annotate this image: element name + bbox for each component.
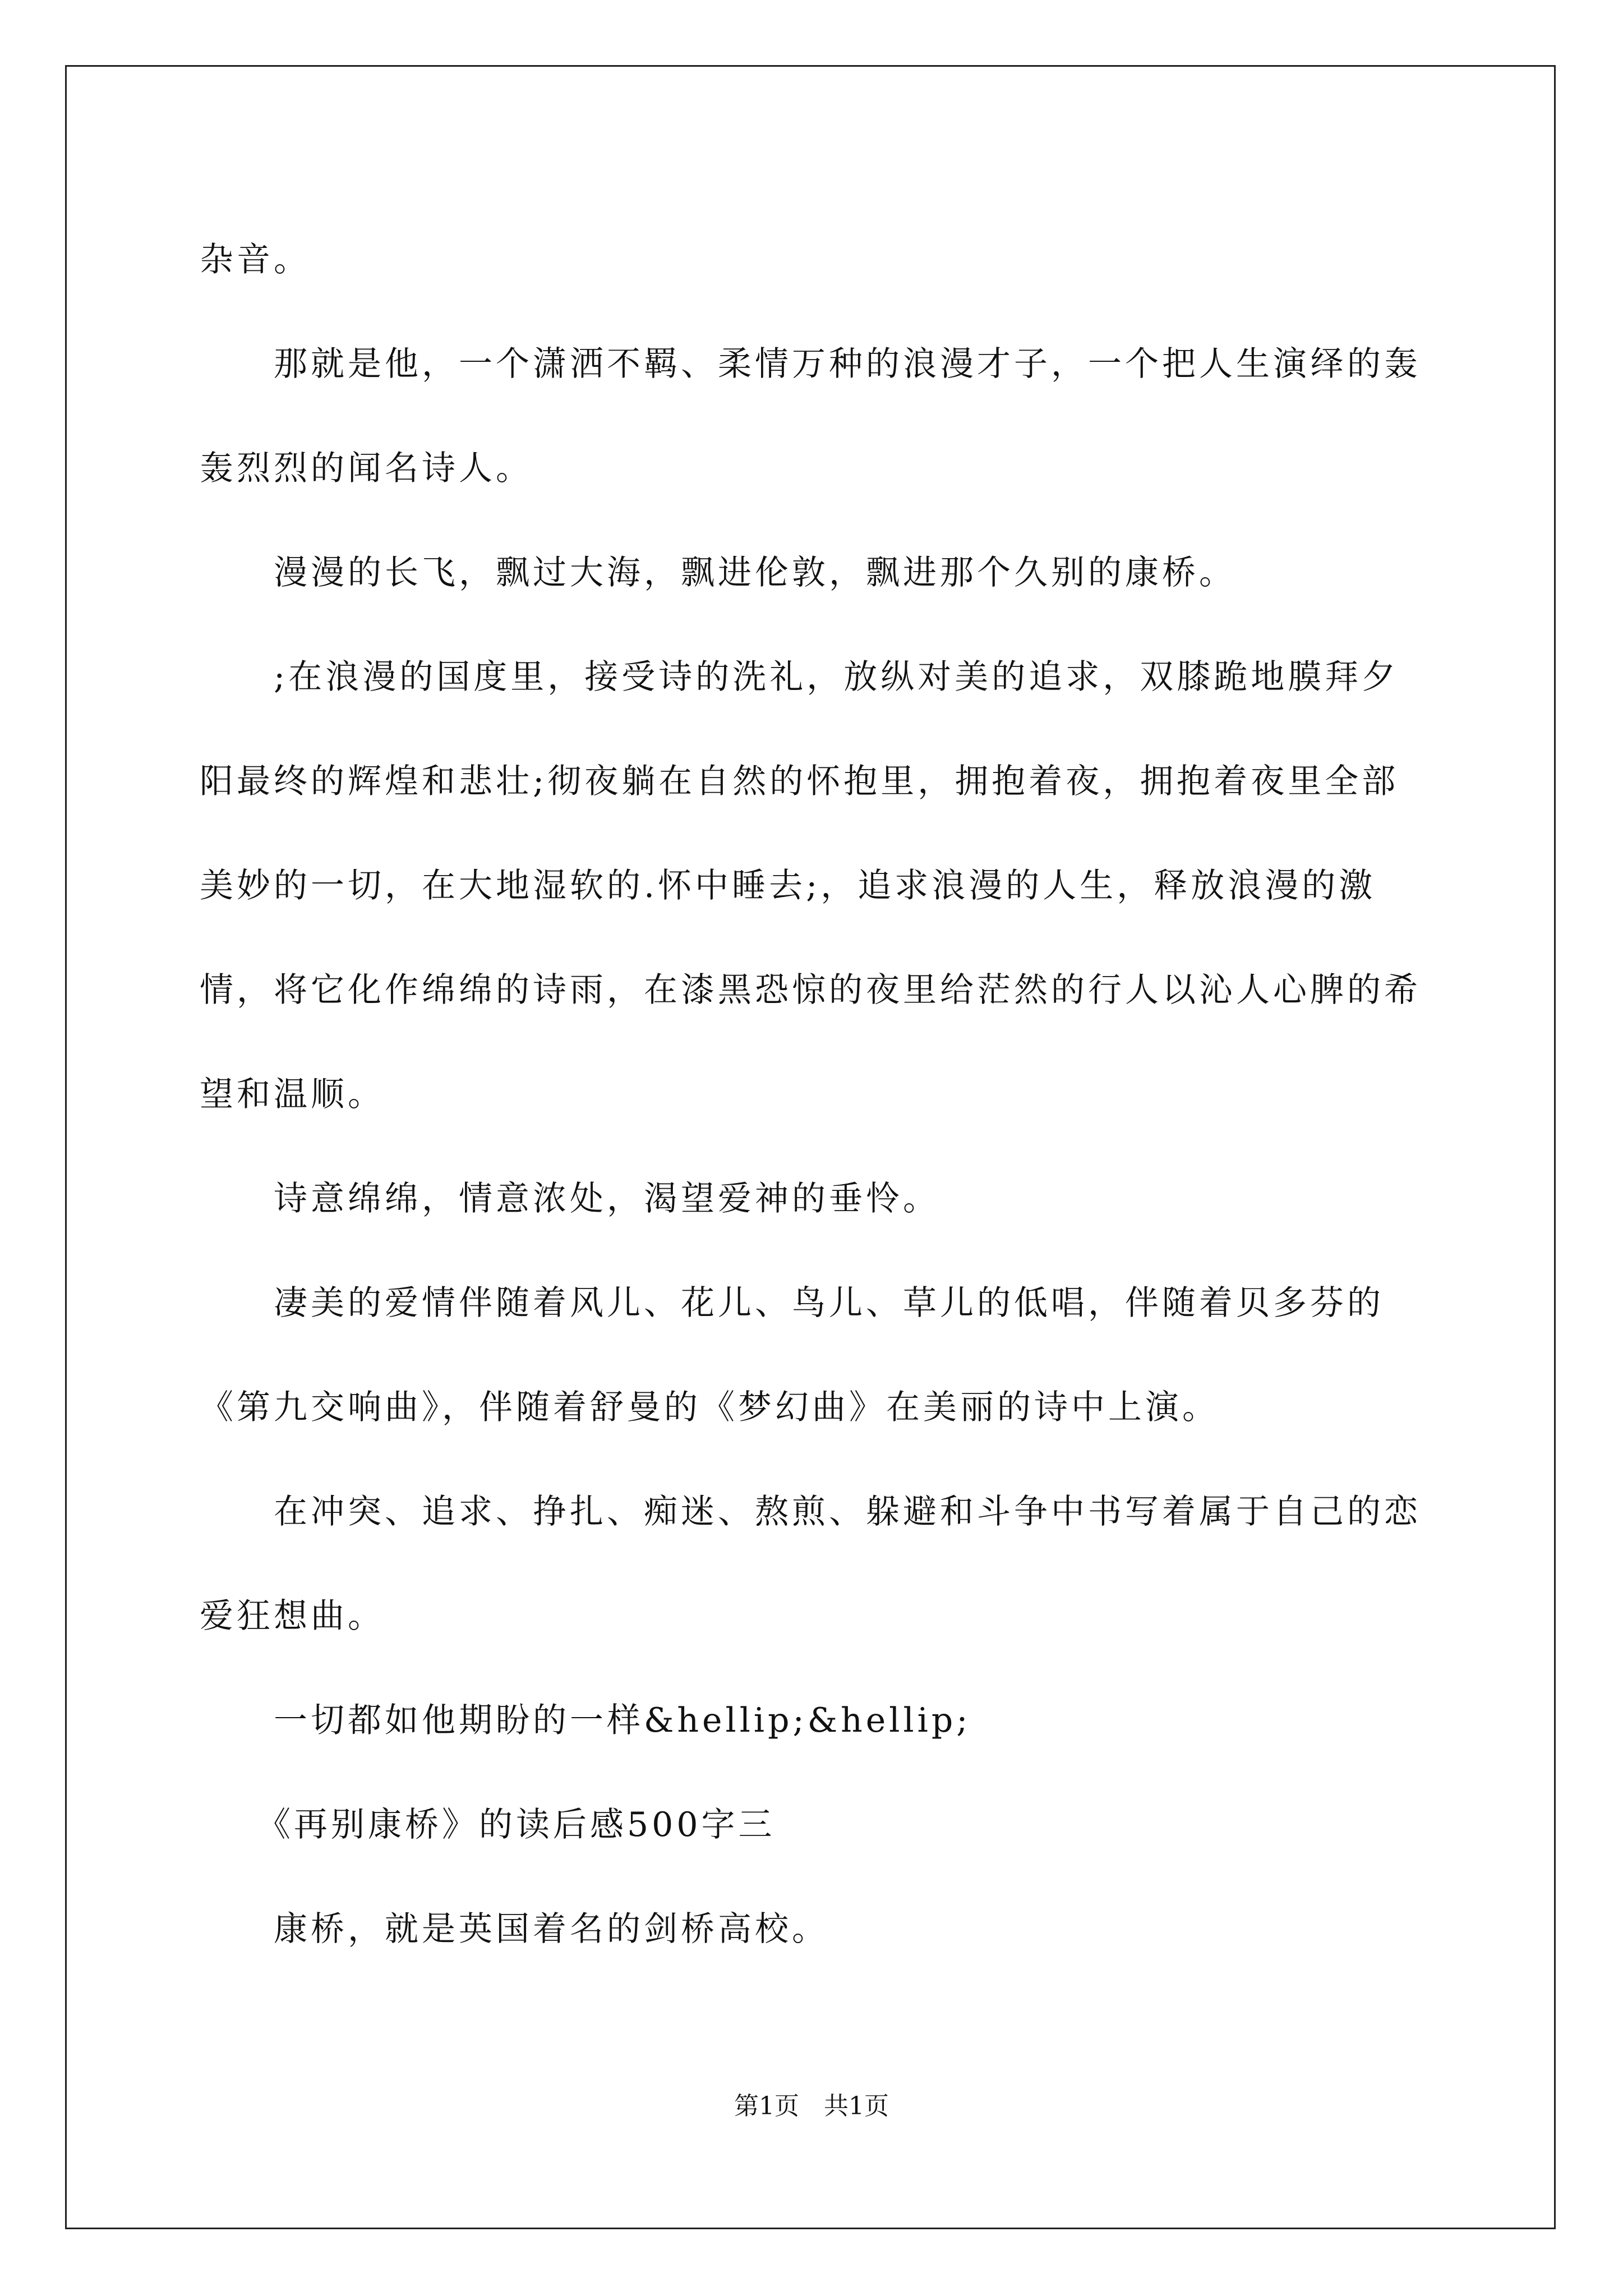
paragraph: 《再别康桥》的读后感500字三 bbox=[200, 1805, 776, 1844]
paragraph: 康桥，就是英国着名的剑桥高校。 bbox=[200, 1910, 829, 1949]
paragraph: ;在浪漫的国度里，接受诗的洗礼，放纵对美的追求，双膝跪地膜拜夕阳最终的辉煌和悲壮;彻夜躺在自然的怀抱里，拥抱着夜，拥抱着夜里全部美妙的一切，在大地湿软的.怀中睡去;，追求浪漫的人生，释放浪漫的激情，将它化作绵绵的诗雨，在漆黑恐惊的夜里给茫然的行人以沁人心脾的希望和温顺。 bbox=[200, 657, 1421, 1114]
paragraph: 诗意绵绵，情意浓处，渴望爱神的垂怜。 bbox=[200, 1179, 940, 1218]
paragraph: 那就是他，一个潇洒不羁、柔情万种的浪漫才子，一个把人生演绎的轰轰烈烈的闻名诗人。 bbox=[200, 344, 1421, 488]
paragraph: 杂音。 bbox=[200, 240, 311, 279]
page-number-footer: 第1页 共1页 bbox=[734, 2092, 889, 2120]
paragraph: 凄美的爱情伴随着风儿、花儿、鸟儿、草儿的低唱，伴随着贝多芬的《第九交响曲》，伴随着舒曼的《梦幻曲》在美丽的诗中上演。 bbox=[200, 1283, 1384, 1427]
paragraph: 一切都如他期盼的一样&hellip;&hellip; bbox=[200, 1701, 971, 1740]
paragraph: 在冲突、追求、挣扎、痴迷、熬煎、躲避和斗争中书写着属于自己的恋爱狂想曲。 bbox=[200, 1492, 1421, 1636]
paragraph: 漫漫的长飞，飘过大海，飘进伦敦，飘进那个久别的康桥。 bbox=[200, 553, 1236, 592]
document-body bbox=[200, 208, 1428, 1981]
